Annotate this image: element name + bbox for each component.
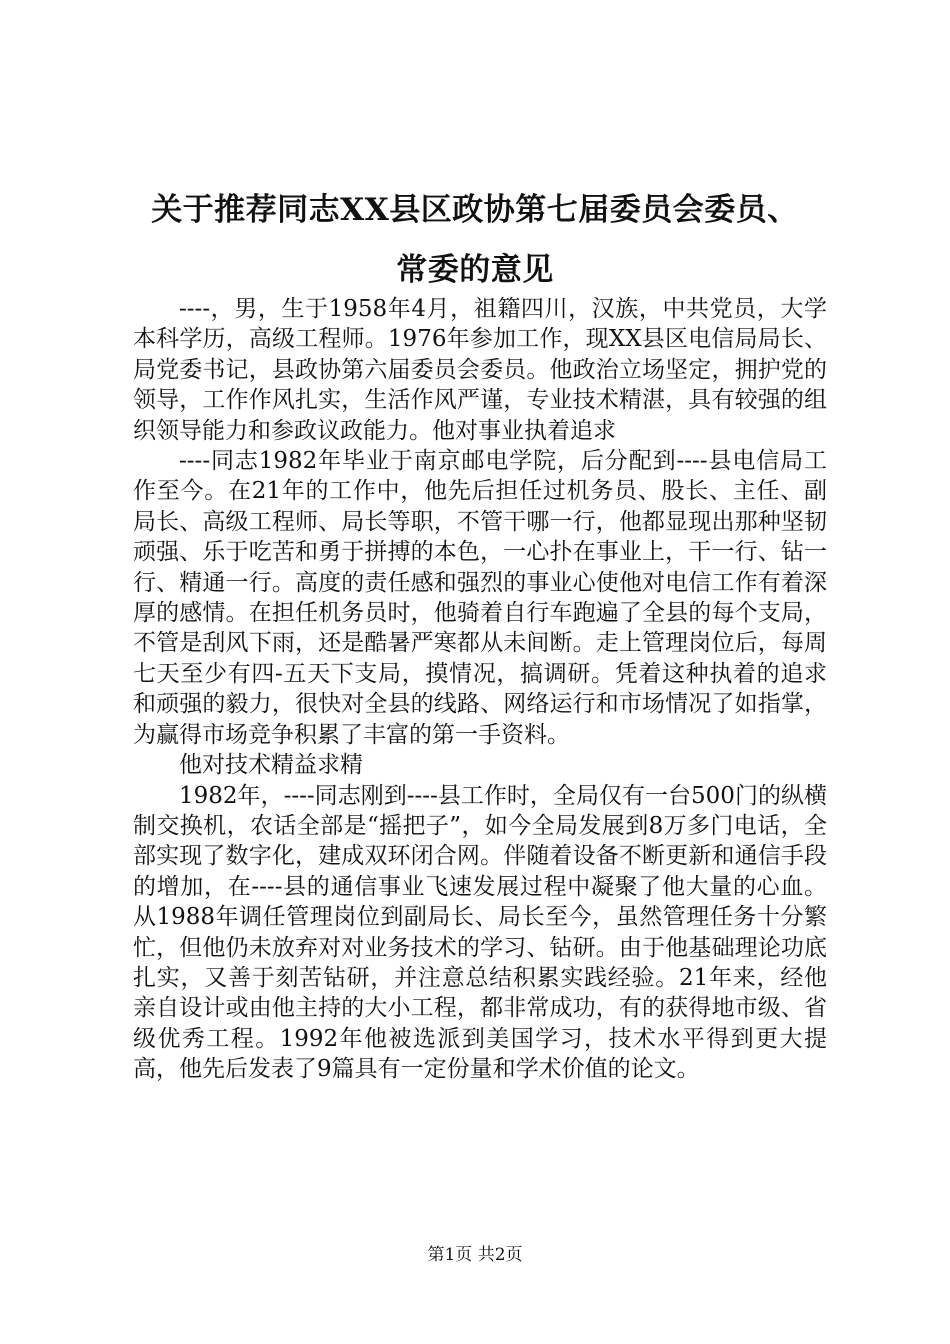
document-title xyxy=(120,180,830,300)
section-heading-technical: 他对技术精益求精 xyxy=(179,752,363,779)
title-line-1: 关于推荐同志XX县区政协第七届委员会委员、 xyxy=(151,192,799,228)
paragraph-intro: ----，男，生于1958年4月，祖籍四川，汉族，中共党员，大学本科学历，高级工程师。1976年参加工作，现XX县区电信局局长、局党委书记，县政协第六届委员会委员。他政治立场坚定，拥护党的领导，工作作风扎实，生活作风严谨，专业技术精湛，具有较强的组织领导能力和参政议政能力。他对事业执着追求 xyxy=(133,296,827,444)
paragraph-career: ----同志1982年毕业于南京邮电学院，后分配到----县电信局工作至今。在21年的工作中，他先后担任过机务员、股长、主任、副局长、高级工程师、局长等职，不管干哪一行，他都显现出那种坚韧顽强、乐于吃苦和勇于拼搏的本色，一心扑在事业上，干一行、钻一行、精通一行。高度的责任感和强烈的事业心使他对电信工作有着深厚的感情。在担任机务员时，他骑着自行车跑遍了全县的每个支局，不管是刮风下雨，还是酷暑严寒都从未间断。走上管理岗位后，每周七天至少有四-五天下支局，摸情况，搞调研。凭着这种执着的追求和顽强的毅力，很快对全县的线路、网络运行和市场情况了如指掌，为赢得市场竞争积累了丰富的第一手资料。 xyxy=(133,448,827,748)
document-body xyxy=(133,294,827,1085)
page-number: 第1页 共2页 xyxy=(427,1245,523,1265)
page-footer xyxy=(0,1243,950,1267)
title-line-2: 常委的意见 xyxy=(396,252,554,288)
paragraph-technical: 1982年，----同志刚到----县工作时，全局仅有一台500门的纵横制交换机，农话全部是“摇把子”，如今全局发展到8万多门电话，全部实现了数字化，建成双环闭合网。伴随着设备不断更新和通信手段的增加，在----县的通信事业飞速发展过程中凝聚了他大量的心血。从1988年调任管理岗位到副局长、局长至今，虽然管理任务十分繁忙，但他仍未放弃对对业务技术的学习、钻研。由于他基础理论功底扎实，又善于刻苦钻研，并注意总结积累实践经验。21年来，经他亲自设计或由他主持的大小工程，都非常成功，有的获得地市级、省级优秀工程。1992年他被选派到美国学习，技术水平得到更大提高，他先后发表了9篇具有一定份量和学术价值的论文。 xyxy=(133,782,827,1083)
